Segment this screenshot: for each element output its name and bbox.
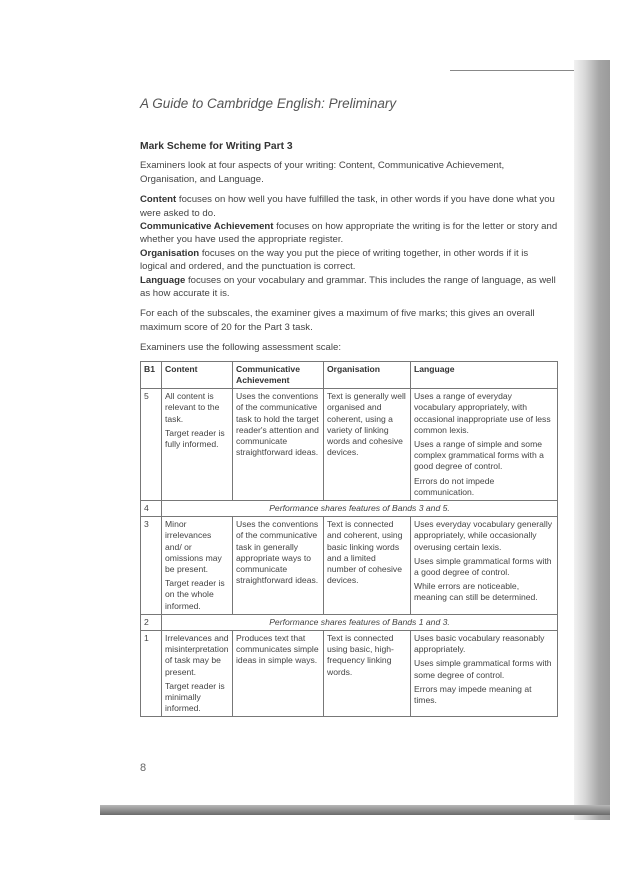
- cell-text: Uses the conventions of the communicative task in generally appropriate ways to communicate straightforward ideas.: [236, 519, 319, 586]
- aspect-text: focuses on how well you have fulfilled the task, in other words if you have done what you were asked to do.: [140, 194, 555, 219]
- cell-text: Uses basic vocabulary reasonably appropriately.: [414, 632, 545, 655]
- cell-text: All content is relevant to the task.: [165, 391, 220, 424]
- band-number: 5: [141, 389, 162, 501]
- cell-text: Uses the conventions of the communicative task to hold the target reader's attention and communicate straightforward ideas.: [236, 391, 319, 458]
- page-header: A Guide to Cambridge English: Preliminary: [140, 96, 397, 111]
- cell-text: Target reader is fully informed.: [165, 427, 225, 449]
- shared-features-note: Performance shares features of Bands 3 and 5.: [162, 500, 558, 516]
- header-content: Content: [162, 361, 233, 388]
- cell-language: [411, 389, 558, 501]
- cell-text: While errors are noticeable, meaning can still be determined.: [414, 581, 538, 603]
- cell-communicative: [233, 517, 324, 615]
- cell-text: Uses everyday vocabulary generally appropriately, while occasionally overusing certain lexis.: [414, 519, 553, 552]
- header-language: Language: [411, 361, 558, 388]
- table-row-band-4: [141, 500, 558, 516]
- table-intro: Examiners use the following assessment scale:: [140, 342, 342, 354]
- band-number: 2: [141, 614, 162, 630]
- shared-features-note: Performance shares features of Bands 1 and 3.: [162, 614, 558, 630]
- aspect-term: Organisation: [140, 247, 200, 259]
- cell-content: [162, 389, 233, 501]
- cell-organisation: [324, 630, 411, 716]
- cell-language: [411, 630, 558, 716]
- aspect-term: Communicative Achievement: [140, 221, 274, 233]
- band-number: 1: [141, 630, 162, 716]
- page-content: [140, 140, 558, 717]
- aspect-content: [140, 193, 558, 220]
- aspect-term: Content: [140, 194, 177, 206]
- cell-text: Uses a range of simple and some complex grammatical forms with a good degree of control.: [414, 438, 544, 472]
- page-spine-shadow: [574, 60, 610, 820]
- aspect-text: focuses on how appropriate the writing is for the letter or story and whether you have used the appropriate register.: [140, 221, 558, 246]
- cell-text: Uses simple grammatical forms with some degree of control.: [414, 658, 552, 680]
- cell-text: Target reader is on the whole informed.: [165, 578, 225, 611]
- cell-text: Text is generally well organised and coherent, using a variety of linking words and cohesive devices.: [327, 391, 406, 458]
- aspects-list: [140, 193, 558, 300]
- cell-text: Text is connected and coherent, using basic linking words and a limited number of cohesive devices.: [327, 519, 403, 586]
- cell-communicative: [233, 389, 324, 501]
- cell-content: [162, 630, 233, 716]
- band-number: 3: [141, 517, 162, 615]
- table-row-band-2: [141, 614, 558, 630]
- aspect-term: Language: [140, 274, 186, 286]
- aspect-organisation: [140, 247, 558, 274]
- aspect-text: focuses on the way you put the piece of writing together, in other words if it is logical and ordered, and the punctuation is correct.: [140, 247, 529, 273]
- cell-content: [162, 517, 233, 615]
- assessment-scale-table: [140, 361, 558, 718]
- header-band: B1: [141, 361, 162, 388]
- cell-text: Uses simple grammatical forms with a good degree of control.: [414, 555, 552, 577]
- band-number: 4: [141, 500, 162, 516]
- table-row-band-5: [141, 389, 558, 501]
- cell-text: Errors may impede meaning at times.: [414, 683, 532, 705]
- cell-communicative: [233, 630, 324, 716]
- table-row-band-3: [141, 517, 558, 615]
- scoring-paragraph: For each of the subscales, the examiner gives a maximum of five marks; this gives an overall maximum score of 20 for the Part 3 task.: [140, 308, 535, 333]
- aspect-language: [140, 274, 558, 301]
- cell-organisation: [324, 517, 411, 615]
- section-heading: Mark Scheme for Writing Part 3: [140, 141, 293, 152]
- cell-language: [411, 517, 558, 615]
- cell-text: Irrelevances and misinterpretation of task may be present.: [165, 632, 229, 677]
- table-header-row: [141, 361, 558, 388]
- intro-paragraph: Examiners look at four aspects of your writing: Content, Communicative Achievement, Organisation, and Language.: [140, 160, 505, 185]
- page-number: 8: [140, 762, 147, 774]
- cell-text: Text is connected using basic, high-frequency linking words.: [327, 632, 394, 677]
- table-row-band-1: [141, 630, 558, 716]
- header-communicative: Communicative Achievement: [233, 361, 324, 388]
- aspect-communicative: [140, 220, 558, 247]
- cell-text: Produces text that communicates simple ideas in simple ways.: [236, 632, 319, 666]
- cell-text: Minor irrelevances and/ or omissions may be present.: [165, 519, 222, 574]
- cell-text: Uses a range of everyday vocabulary appropriately, with occasional inappropriate use of less common lexis.: [414, 391, 551, 435]
- header-organisation: Organisation: [324, 361, 411, 388]
- cell-text: Errors do not impede communication.: [414, 475, 495, 497]
- page-bottom-shadow: [100, 805, 610, 815]
- cell-organisation: [324, 389, 411, 501]
- cell-text: Target reader is minimally informed.: [165, 680, 225, 714]
- aspect-text: focuses on your vocabulary and grammar. This includes the range of language, as well as how accurate it is.: [140, 274, 556, 300]
